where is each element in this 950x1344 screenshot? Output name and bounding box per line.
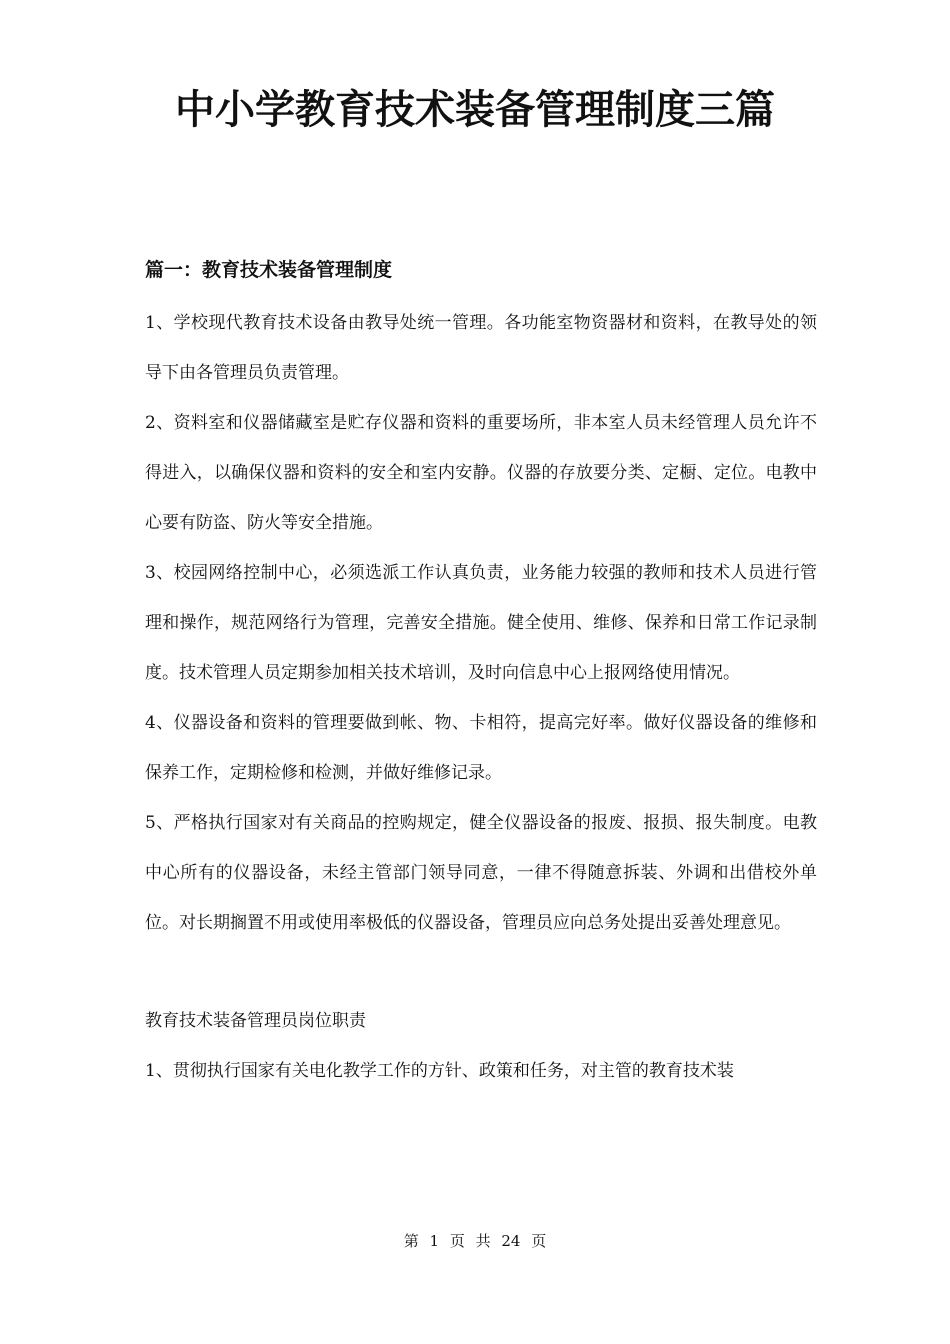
paragraph-5: 5、严格执行国家对有关商品的控购规定，健全仪器设备的报废、报损、报失制度。电教中心所有的仪器设备，未经主管部门领导同意，一律不得随意拆装、外调和出借校外单位。对长期搁置不用或使用率极低的仪器设备，管理员应向总务处提出妥善处理意见。 <box>145 813 817 933</box>
paragraph-2: 2、资料室和仪器储藏室是贮存仪器和资料的重要场所，非本室人员未经管理人员允许不得进入，以确保仪器和资料的安全和室内安静。仪器的存放要分类、定橱、定位。电教中心要有防盗、防火等安全措施。 <box>145 413 817 533</box>
document-title: 中小学教育技术装备管理制度三篇 <box>175 87 775 133</box>
paragraph-3: 3、校园网络控制中心，必须选派工作认真负责，业务能力较强的教师和技术人员进行管理和操作，规范网络行为管理，完善安全措施。健全使用、维修、保养和日常工作记录制度。技术管理人员定期参加相关技术培训，及时向信息中心上报网络使用情况。 <box>145 563 817 683</box>
paragraph-1: 1、学校现代教育技术设备由教导处统一管理。各功能室物资器材和资料，在教导处的领导下由各管理员负责管理。 <box>145 313 817 383</box>
page-footer: 第 1 页 共 24 页 <box>403 1232 547 1250</box>
subsection-heading: 教育技术装备管理员岗位职责 <box>145 1011 366 1031</box>
duty-paragraph-1: 1、贯彻执行国家有关电化教学工作的方针、政策和任务，对主管的教育技术装 <box>145 1061 734 1081</box>
section-heading: 篇一：教育技术装备管理制度 <box>145 259 393 281</box>
document-body <box>145 248 817 1096</box>
paragraph-4: 4、仪器设备和资料的管理要做到帐、物、卡相符，提高完好率。做好仪器设备的维修和保养工作，定期检修和检测，并做好维修记录。 <box>145 713 817 783</box>
